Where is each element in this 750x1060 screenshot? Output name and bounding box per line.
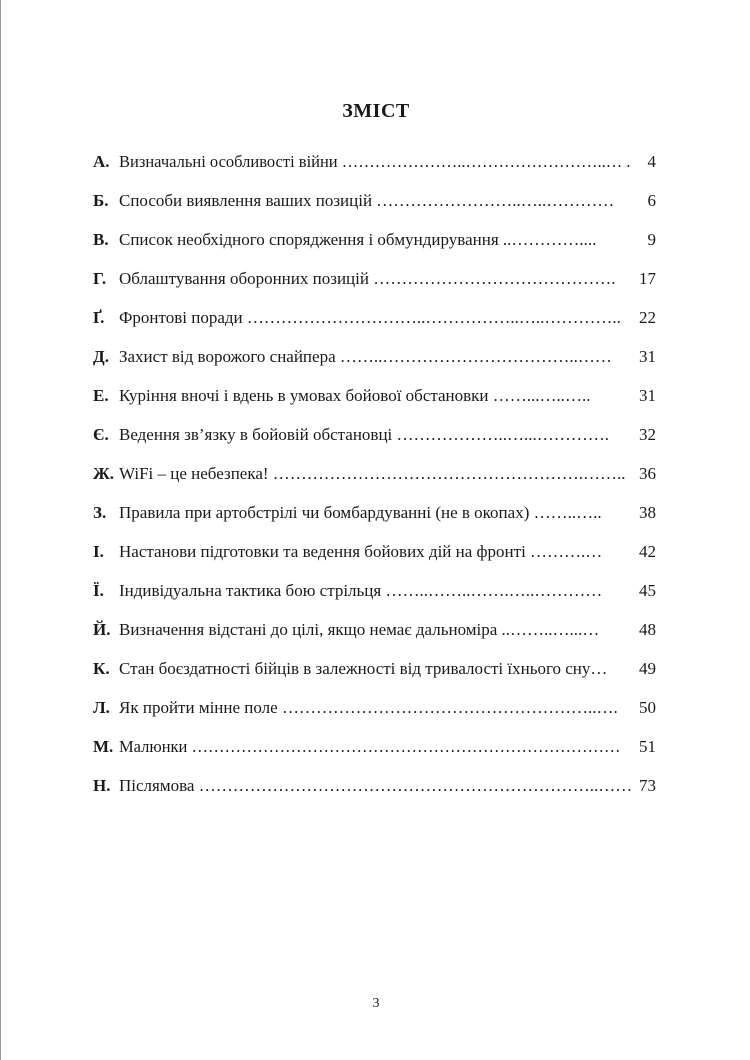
toc-entry-page: 17: [639, 269, 656, 288]
toc-entry[interactable]: [1, 618, 750, 642]
toc-entry-text: Куріння вночі і вдень в умовах бойової обстановки ……...…..…..: [119, 386, 591, 405]
toc-entry[interactable]: [1, 540, 750, 564]
toc-entry-page: 22: [639, 308, 656, 327]
toc-entry-letter: Є.: [93, 425, 109, 444]
toc-entry-text: Захист від ворожого снайпера ……..……………………………..……: [119, 347, 612, 366]
toc-entry[interactable]: [1, 189, 750, 213]
toc-entry-letter: Г.: [93, 269, 107, 288]
toc-entry[interactable]: [1, 462, 750, 486]
toc-entry-text: Настанови підготовки та ведення бойових дій на фронті ……….…: [119, 542, 603, 561]
toc-entry[interactable]: [1, 345, 750, 369]
toc-entry[interactable]: [1, 657, 750, 681]
toc-entry-page: 49: [639, 659, 656, 678]
toc-entry[interactable]: [1, 384, 750, 408]
toc-entry[interactable]: [1, 267, 750, 291]
toc-entry-page: 36: [639, 464, 656, 483]
toc-entry[interactable]: [1, 501, 750, 525]
toc-entry-page: 32: [639, 425, 656, 444]
toc-entry-text: Список необхідного спорядження і обмундирування ..…………....: [119, 230, 597, 249]
toc-entry-text: Ведення зв’язку в бойовій обстановці ………………..…...………….: [119, 425, 610, 444]
toc-entry-page: 6: [647, 191, 656, 210]
toc-entry-letter: З.: [93, 503, 107, 522]
toc-entry[interactable]: [1, 306, 750, 330]
toc-entry-text: Як пройти мінне поле ………………………………………………..….: [119, 698, 618, 717]
toc-entry-letter: І.: [93, 542, 104, 561]
toc-entry[interactable]: [1, 150, 750, 174]
toc-entry[interactable]: [1, 228, 750, 252]
toc-entry-page: 73: [639, 776, 656, 795]
toc-entry[interactable]: [1, 579, 750, 603]
toc-entry-page: 48: [639, 620, 656, 639]
toc-entry[interactable]: [1, 423, 750, 447]
toc-entry-letter: Н.: [93, 776, 111, 795]
toc-entry-letter: Б.: [93, 191, 109, 210]
toc-entry-page: 51: [639, 737, 656, 756]
toc-entry-letter: Д.: [93, 347, 109, 366]
toc-entry-text: Фронтові поради …………………………..……………..…..…………..: [119, 308, 621, 327]
toc-entry-text: Визначення відстані до цілі, якщо немає дальноміра ..……..…...…: [119, 620, 600, 639]
toc-entry-text: Облаштування оборонних позицій …………………………………….: [119, 269, 616, 288]
toc-entry-letter: Ґ.: [93, 308, 105, 327]
toc-entry-page: 31: [639, 347, 656, 366]
toc-entry-letter: М.: [93, 737, 114, 756]
toc-entry-page: 38: [639, 503, 656, 522]
toc-entry-letter: Ї.: [93, 581, 104, 600]
toc-entry[interactable]: [1, 735, 750, 759]
toc-entry-letter: Л.: [93, 698, 110, 717]
toc-entry-text: Правила при артобстрілі чи бомбардуванні (не в окопах) ……..…..: [119, 503, 602, 522]
toc-entry-page: 9: [647, 230, 656, 249]
toc-entry-page: 4: [647, 152, 656, 171]
toc-entry-text: Малюнки ……………………………………………………………………: [119, 737, 621, 756]
toc-entry-page: 50: [639, 698, 656, 717]
toc-entry-text: WiFi – це небезпека! ……………………………………………….……..: [119, 464, 626, 483]
toc-entry-page: 31: [639, 386, 656, 405]
toc-entry-letter: Й.: [93, 620, 111, 639]
toc-entry-letter: Ж.: [93, 464, 115, 483]
toc-entry[interactable]: [1, 696, 750, 720]
toc-entry-letter: Е.: [93, 386, 109, 405]
toc-entry-letter: В.: [93, 230, 109, 249]
toc-entry-page: 45: [639, 581, 656, 600]
toc-entry-text: Визначальні особливості війни …………………..……………………..… .: [119, 152, 631, 171]
toc-entry-text: Стан боєздатності бійців в залежності від тривалості їхнього сну…: [119, 659, 608, 678]
toc-entry-letter: А.: [93, 152, 110, 171]
page-number: 3: [372, 996, 380, 1011]
toc-entry-text: Способи виявлення ваших позицій ……………………..…..…………: [119, 191, 615, 210]
toc-entry-page: 42: [639, 542, 656, 561]
toc-entry[interactable]: [1, 774, 750, 798]
toc-title: ЗМІСТ: [342, 100, 410, 122]
toc-entry-letter: К.: [93, 659, 110, 678]
toc-entry-text: Післямова ……………………………………………………………..……: [119, 776, 633, 795]
toc-entry-text: Індивідуальна тактика бою стрільця ……..……..…….…..…………: [119, 581, 603, 600]
